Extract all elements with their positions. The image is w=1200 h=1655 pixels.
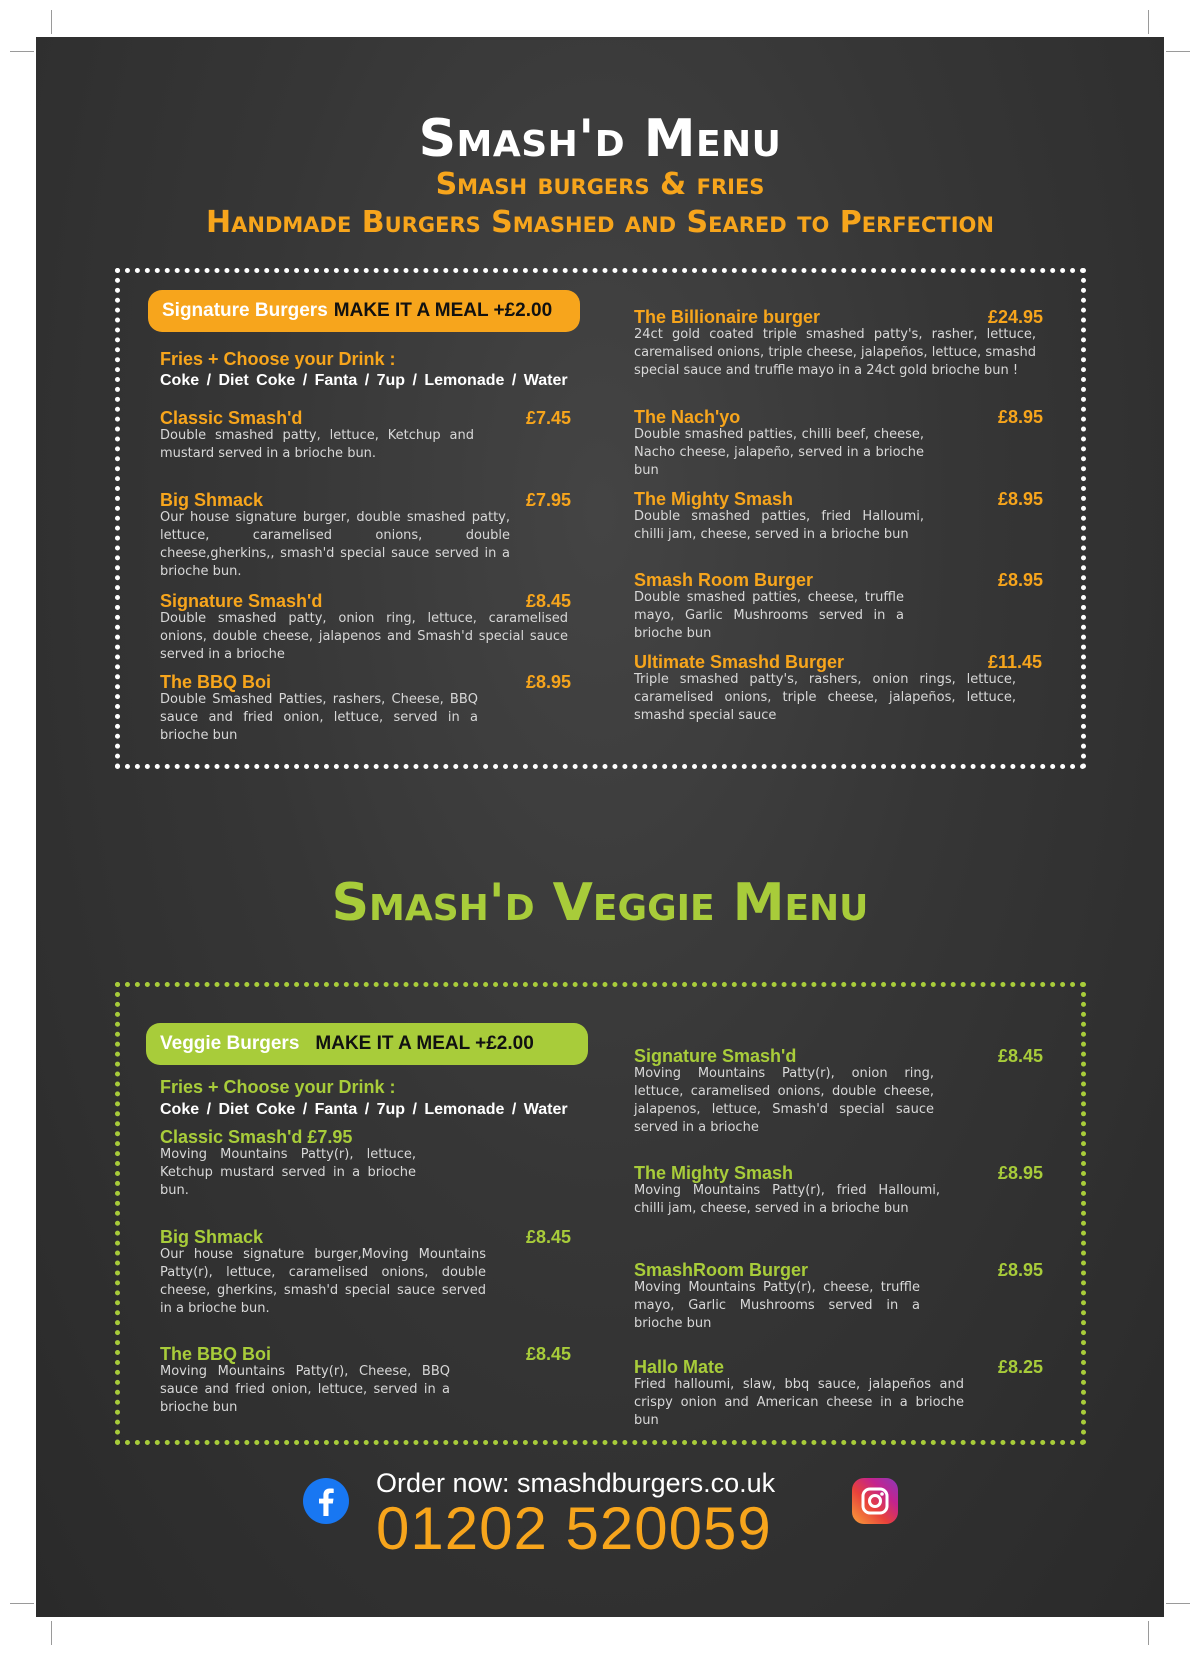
item-price: £8.95 [998,1260,1044,1280]
item-price: £7.95 [526,490,572,510]
menu-item [634,407,1044,478]
item-description: Double smashed patties, chilli beef, cheese, Nacho cheese, jalapeño, served in a brioche bun [634,427,924,478]
item-name: Big Shmack [160,1227,264,1247]
item-description: Our house signature burger,Moving Mountains Patty(r), lettuce, caramelised onions, double cheese, gherkins, smash'd special sauce served in a brioche bun. [160,1247,486,1316]
menu-item [634,652,1044,730]
menu-item [160,591,572,669]
item-description: Double Smashed Patties, rashers, Cheese, BBQ sauce and fried onion, lettuce, served in a brioche bun [160,692,478,743]
item-price: £8.45 [526,1344,572,1364]
menu-item [634,489,1044,549]
phone-number[interactable]: 01202 520059 [376,1495,772,1562]
item-name: SmashRoom Burger [634,1260,809,1280]
item-name: The Billionaire burger [634,307,821,327]
signature-fries-label: Fries + Choose your Drink : [160,349,396,369]
item-name: Smash Room Burger [634,570,814,590]
order-now-text: Order now: smashdburgers.co.uk [376,1468,776,1498]
item-name: The BBQ Boi [160,1344,271,1364]
menu-item [634,1260,1044,1338]
item-description: Our house signature burger, double smashed patty, lettuce, caramelised onions, double cheese,gherkins,, smash'd special sauce served in a brioche bun. [160,510,510,579]
item-price: £8.45 [526,1227,572,1247]
crop-mark [1148,10,1149,34]
menu-item [634,1163,1044,1223]
item-price: £8.45 [998,1046,1044,1066]
menu-item [634,1046,1044,1135]
item-name: Signature Smash'd [160,591,323,611]
veggie-menu-title: Smash'd Veggie Menu [331,873,869,933]
item-description: Moving Mountains Patty(r), Cheese, BBQ sauce and fried onion, lettuce, served in a brioche bun [160,1364,450,1415]
veggie-burgers-pill [146,1023,588,1065]
item-name: Classic Smash'd [160,408,303,428]
menu-item [160,672,572,750]
item-name: Signature Smash'd [634,1046,797,1066]
item-description: Double smashed patties, fried Halloumi, chilli jam, cheese, served in a brioche bun [634,509,924,542]
item-price: £11.45 [988,652,1043,672]
item-description: Fried halloumi, slaw, bbq sauce, jalapeños and crispy onion and American cheese in a brioche bun [634,1377,964,1428]
item-price: £8.95 [998,1163,1044,1183]
item-name: The Nach'yo [634,407,741,427]
veggie-pill-label: Veggie Burgers [160,1033,300,1054]
item-description: Double smashed patty, onion ring, lettuce, caramelised onions, double cheese, jalapenos and Smash'd special sauce served in a brioche [160,611,568,662]
instagram-icon[interactable] [852,1478,898,1524]
crop-mark [1148,1621,1149,1645]
signature-drinks-list: Coke / Diet Coke / Fanta / 7up / Lemonade / Water [160,372,568,389]
crop-mark [10,1603,34,1604]
item-price: £8.25 [998,1357,1044,1377]
item-name: Classic Smash'd £7.95 [160,1127,353,1147]
item-description: Moving Mountains Patty(r), fried Halloumi, chilli jam, cheese, served in a brioche bun [634,1183,940,1216]
menu-title: Smash'd Menu [418,109,782,169]
signature-burgers-pill [148,290,580,332]
crop-mark [51,1621,52,1645]
item-description: Moving Mountains Patty(r), onion ring, lettuce, caramelised onions, double cheese, jalapenos, lettuce, Smash'd special sauce served in a brioche [634,1066,934,1135]
crop-mark [1166,51,1190,52]
item-description: Triple smashed patty's, rashers, onion rings, lettuce, caramelised onions, triple cheese, jalapeños, lettuce, smashd special sauce [634,672,1016,723]
menu-item [160,1127,568,1198]
menu-subtitle: Smash burgers & fries [435,167,765,202]
signature-pill-meal: MAKE IT A MEAL +£2.00 [333,300,553,321]
item-name: The Mighty Smash [634,489,794,509]
item-name: The BBQ Boi [160,672,271,692]
item-description: Double smashed patty, lettuce, Ketchup and mustard served in a brioche bun. [160,428,474,461]
veggie-pill-meal: MAKE IT A MEAL +£2.00 [315,1033,534,1054]
item-description: 24ct gold coated triple smashed patty's, rasher, lettuce, caremalised onions, triple cheese, jalapeños, lettuce, smashd special sauce and truffle mayo in a 24ct gold brioche bun ! [634,327,1036,378]
veggie-fries-label: Fries + Choose your Drink : [160,1077,396,1097]
menu-item [160,1344,572,1422]
item-description: Moving Mountains Patty(r), cheese, truffle mayo, Garlic Mushrooms served in a brioche bun [634,1280,920,1331]
menu-item [634,307,1044,385]
item-price: £7.45 [526,408,572,428]
menu-item [160,1227,572,1316]
crop-mark [1166,1603,1190,1604]
crop-mark [51,10,52,34]
item-name: Ultimate Smashd Burger [634,652,845,672]
menu-item [160,408,572,468]
menu-item [634,1357,1044,1428]
item-description: Double smashed patties, cheese, truffle mayo, Garlic Mushrooms served in a brioche bun [634,590,904,641]
item-name: The Mighty Smash [634,1163,794,1183]
item-price: £8.95 [998,407,1044,427]
item-name: Big Shmack [160,490,264,510]
item-description: Moving Mountains Patty(r), lettuce, Ketchup mustard served in a brioche bun. [160,1147,416,1198]
item-price: £8.95 [998,489,1044,509]
item-price: £8.95 [526,672,572,692]
veggie-drinks-list: Coke / Diet Coke / Fanta / 7up / Lemonade / Water [160,1101,568,1118]
item-price: £8.45 [526,591,572,611]
menu-item [160,490,572,579]
crop-mark [10,51,34,52]
item-price: £24.95 [988,307,1044,327]
item-price: £8.95 [998,570,1044,590]
signature-pill-label: Signature Burgers [162,300,328,321]
item-name: Hallo Mate [634,1357,725,1377]
menu-tagline: Handmade Burgers Smashed and Seared to Perfection [206,205,994,240]
menu-board [36,37,1164,1617]
menu-item [634,570,1044,648]
facebook-icon[interactable] [303,1478,349,1524]
